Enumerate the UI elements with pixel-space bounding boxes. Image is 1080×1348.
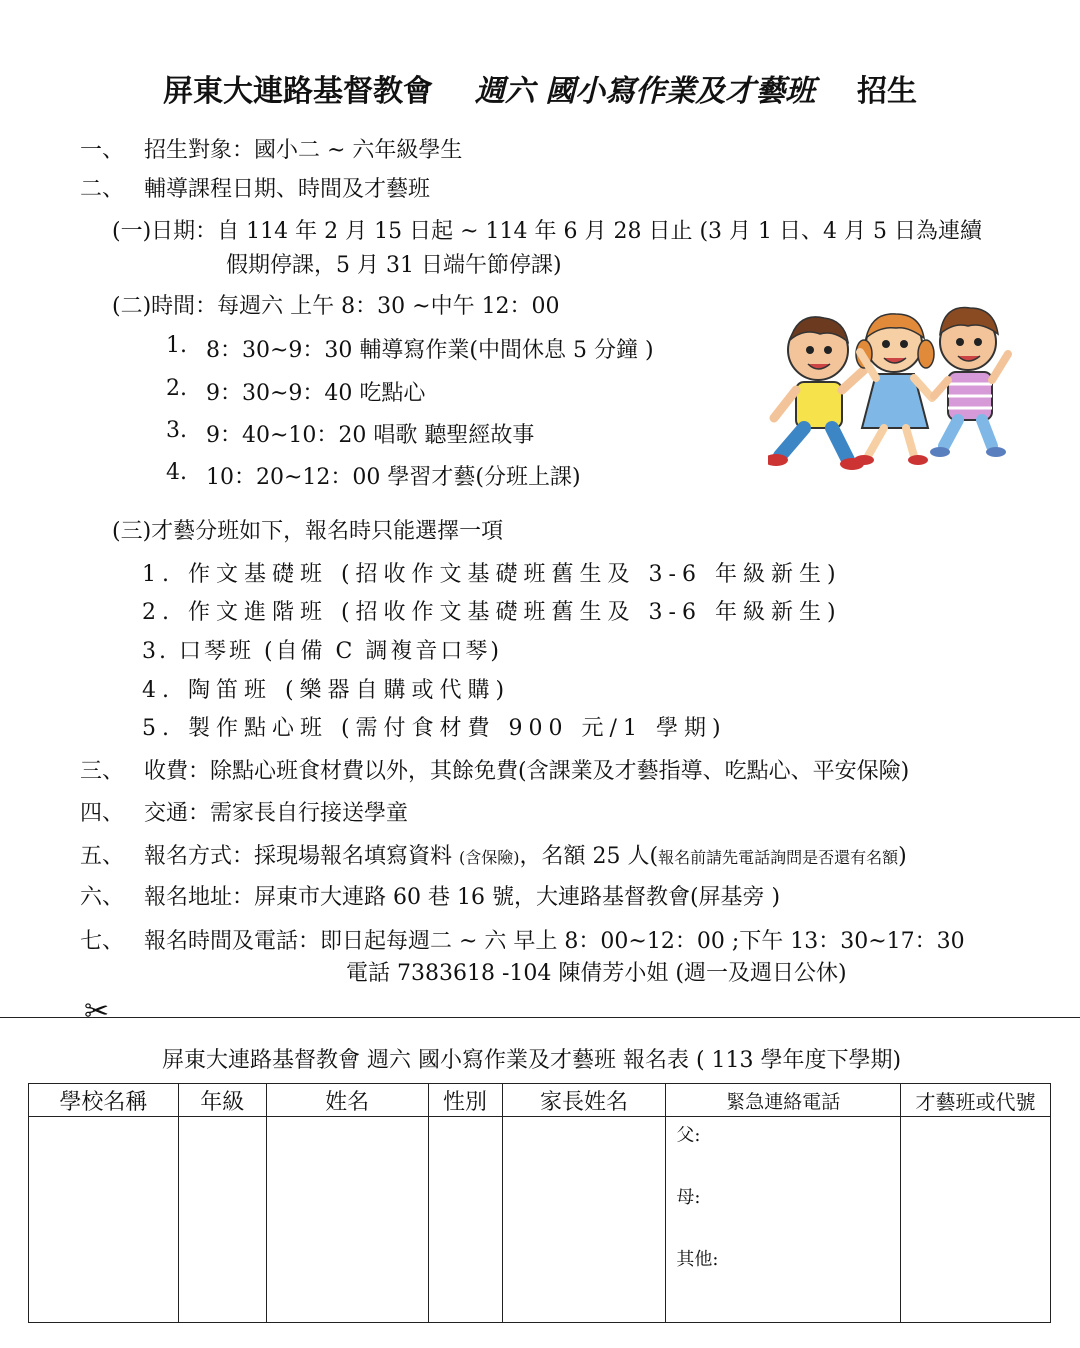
section-text-small: (含保險) — [459, 848, 520, 867]
arts-item: 5. 製作點心班 (需付食材費 900 元/1 學期) — [142, 716, 727, 741]
section-number: 三、 — [80, 759, 125, 784]
schedule-item — [166, 333, 654, 363]
section-text-small: 報名前請先電話詢問是否還有名額 — [658, 848, 899, 867]
section-number: 五、 — [80, 844, 125, 869]
section-4 — [80, 796, 409, 827]
section-text: 輔導課程日期、時間及才藝班 — [144, 177, 431, 202]
header-name: 姓名 — [266, 1084, 428, 1117]
scissors-icon: ✂ — [84, 994, 110, 1029]
header-parent: 家長姓名 — [502, 1084, 666, 1117]
section-text — [144, 839, 907, 870]
time-title: (二)時間：每週六 上午 8：30 ~中午 12：00 — [112, 294, 560, 319]
registration-table — [28, 1083, 1051, 1323]
title-program: 週六 國小寫作業及才藝班 — [474, 74, 816, 109]
header-emergency-phone: 緊急連絡電話 — [666, 1084, 901, 1117]
header-grade: 年級 — [178, 1084, 266, 1117]
section-text: 報名地址：屏東市大連路 60 巷 16 號，大連路基督教會(屏基旁 ) — [144, 885, 781, 910]
arts-item: 4. 陶笛班 (樂器自購或代購) — [142, 678, 511, 703]
girl-center — [854, 314, 934, 465]
gender-cell[interactable] — [428, 1117, 502, 1323]
name-cell[interactable] — [266, 1117, 428, 1323]
schedule-item — [166, 460, 581, 490]
schedule-item — [166, 418, 535, 448]
schedule-text: 9：30~9：40 吃點心 — [206, 381, 426, 406]
title-suffix: 招生 — [857, 74, 917, 109]
section-number: 一、 — [80, 138, 125, 163]
page-title — [0, 66, 1080, 110]
parent-cell[interactable] — [502, 1117, 666, 1323]
phone-father-label: 父: — [676, 1125, 701, 1146]
arts-item: 1. 作文基礎班 (招收作文基礎班舊生及 3-6 年級新生) — [142, 562, 842, 587]
schedule-number: 4. — [166, 460, 187, 485]
section-text: 報名時間及電話：即日起每週二 ~ 六 早上 8：00~12：00 ;下午 13：30~17：30 — [144, 929, 965, 954]
boy-left — [768, 317, 864, 470]
arts-class-cell[interactable] — [901, 1117, 1051, 1323]
section-text-part: ) — [898, 844, 907, 869]
section-7 — [80, 924, 965, 955]
header-gender: 性別 — [428, 1084, 502, 1117]
section-text: 交通：需家長自行接送學童 — [144, 801, 409, 826]
schedule-number: 2. — [166, 376, 187, 401]
section-number: 七、 — [80, 929, 125, 954]
cut-line — [0, 1017, 1080, 1018]
table-row — [29, 1117, 1051, 1323]
arts-item: 3. 口琴班 (自備 C 調複音口琴) — [142, 639, 502, 664]
schedule-text: 8：30~9：30 輔導寫作業(中間休息 5 分鐘 ) — [206, 338, 654, 363]
schedule-item — [166, 376, 426, 406]
children-illustration — [768, 278, 1030, 496]
header-school: 學校名稱 — [29, 1084, 179, 1117]
section-3 — [80, 754, 910, 785]
school-cell[interactable] — [29, 1117, 179, 1323]
section-2 — [80, 172, 431, 203]
schedule-text: 10：20~12：00 學習才藝(分班上課) — [206, 465, 581, 490]
form-title: 屏東大連路基督教會 週六 國小寫作業及才藝班 報名表 ( 113 學年度下學期) — [162, 1048, 902, 1073]
phone-mother-label: 母: — [676, 1187, 701, 1208]
section-text-part: 報名方式：採現場報名填寫資料 — [144, 844, 459, 869]
section-text-part: ，名額 25 人( — [519, 844, 659, 869]
arts-item: 2. 作文進階班 (招收作文基礎班舊生及 3-6 年級新生) — [142, 600, 842, 625]
section-number: 四、 — [80, 801, 125, 826]
section-number: 二、 — [80, 177, 125, 202]
section-text: 招生對象：國小二 ~ 六年級學生 — [144, 138, 463, 163]
section-number: 六、 — [80, 885, 125, 910]
grade-cell[interactable] — [178, 1117, 266, 1323]
schedule-number: 1. — [166, 333, 187, 358]
section-6 — [80, 880, 781, 911]
header-arts-class: 才藝班或代號 — [901, 1084, 1051, 1117]
section-text: 收費：除點心班食材費以外，其餘免費(含課業及才藝指導、吃點心、平安保險) — [144, 759, 910, 784]
schedule-text: 9：40~10：20 唱歌 聽聖經故事 — [206, 423, 535, 448]
phone-other-label: 其他: — [676, 1249, 719, 1270]
dates-line-2: 假期停課，5 月 31 日端午節停課) — [226, 253, 562, 278]
boy-right — [930, 308, 1008, 457]
table-header-row — [29, 1084, 1051, 1117]
section-5 — [80, 839, 907, 870]
title-church: 屏東大連路基督教會 — [162, 74, 433, 109]
schedule-number: 3. — [166, 418, 187, 443]
dates-line-1: (一)日期：自 114 年 2 月 15 日起 ~ 114 年 6 月 28 日止 (3 月 1 日、4 月 5 日為連續 — [112, 219, 983, 244]
phone-cell[interactable] — [666, 1117, 901, 1323]
arts-title: (三)才藝分班如下，報名時只能選擇一項 — [112, 519, 504, 544]
contact-phone: 電話 7383618 -104 陳倩芳小姐 (週一及週日公休) — [346, 961, 847, 986]
section-1 — [80, 133, 463, 164]
